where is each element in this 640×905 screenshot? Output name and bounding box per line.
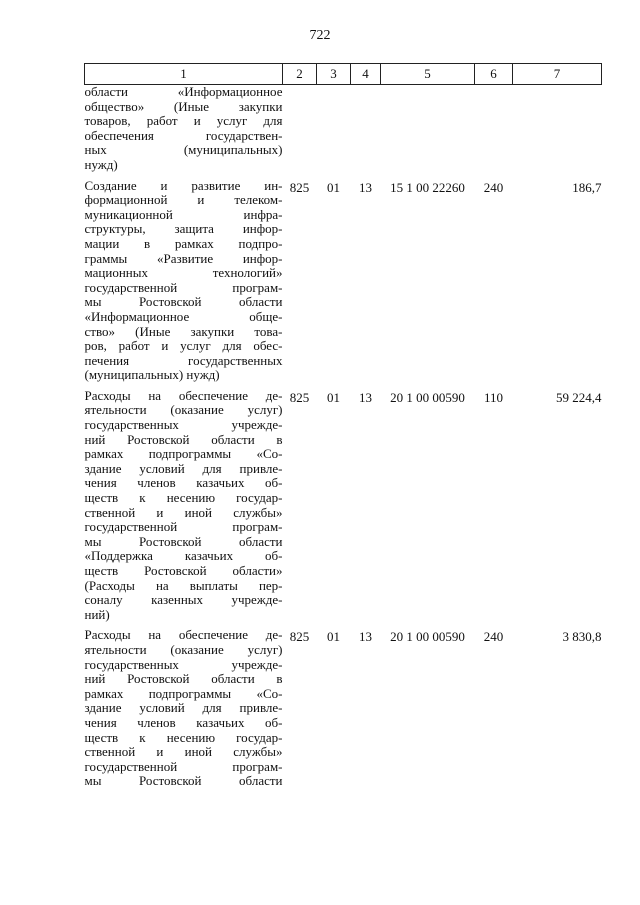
amount-value: 3 830,8 — [562, 629, 602, 645]
subsection-code — [351, 85, 381, 179]
column-header: 4 — [351, 64, 381, 85]
description-line: «Информационное обще- — [84, 308, 283, 324]
description-line: печения государственных — [84, 352, 283, 368]
expense-type-code: 110 — [483, 389, 504, 405]
column-header: 5 — [381, 64, 475, 85]
description-line: ний Ростовской области в — [84, 431, 283, 447]
ministry-code: 825 — [289, 179, 310, 195]
description-line: товаров, работ и услуг для — [84, 113, 283, 129]
amount-value: 59 224,4 — [556, 389, 602, 405]
description-line: обеспечения государствен- — [84, 127, 283, 143]
description-line: государственной програм- — [84, 519, 283, 535]
section-code: 01 — [327, 179, 340, 195]
description-line: ственной и иной службы» — [84, 744, 283, 760]
expense-type-code: 240 — [483, 629, 504, 645]
description-line: муникационной инфра- — [84, 206, 283, 222]
description-line: ных (муниципальных) — [84, 142, 283, 158]
table-row — [85, 628, 602, 795]
target-article-code — [381, 85, 475, 179]
description-line: здание условий для привле- — [84, 700, 283, 716]
target-article-code: 15 1 00 22260 — [390, 179, 465, 195]
description-line: государственных учрежде- — [84, 656, 283, 672]
section-code: 01 — [327, 389, 340, 405]
description-line: мы Ростовской области — [84, 294, 283, 310]
expense-type-code — [475, 85, 513, 179]
description-line: государственной програм- — [84, 758, 283, 774]
table-header-row — [85, 64, 602, 85]
description-line: соналу казенных учрежде- — [84, 592, 283, 608]
description-line: «Поддержка казачьих об- — [84, 548, 283, 564]
amount-value — [513, 85, 602, 179]
page-number: 722 — [309, 28, 331, 43]
description-line: рамках подпрограммы «Со- — [84, 446, 283, 462]
table-row — [85, 389, 602, 629]
section-code: 01 — [327, 629, 340, 645]
target-article-code: 20 1 00 00590 — [390, 629, 465, 645]
description-line: чения членов казачьих об- — [84, 714, 283, 730]
row-description — [85, 628, 283, 795]
description-line: структуры, защита инфор- — [84, 221, 283, 237]
row-description — [85, 389, 283, 629]
amount-value: 186,7 — [572, 179, 602, 195]
subsection-code: 13 — [359, 179, 372, 195]
description-line: ний Ростовской области в — [84, 671, 283, 687]
budget-table — [84, 63, 602, 795]
description-line: Расходы на обеспечение де- — [84, 387, 283, 403]
description-line: области «Информационное — [84, 84, 283, 99]
subsection-code: 13 — [359, 629, 372, 645]
description-line: мационных технологий» — [84, 265, 283, 281]
ministry-code: 825 — [289, 389, 310, 405]
description-line: (муниципальных) нужд) — [84, 367, 220, 383]
description-line: ство» (Иные закупки това- — [84, 323, 283, 339]
expense-type-code: 240 — [483, 179, 504, 195]
row-description — [85, 85, 283, 179]
description-line: нужд) — [84, 156, 118, 172]
table-row — [85, 179, 602, 389]
column-header: 2 — [283, 64, 317, 85]
column-header: 7 — [513, 64, 602, 85]
description-line: ний) — [84, 606, 110, 622]
subsection-code: 13 — [359, 389, 372, 405]
column-header: 6 — [475, 64, 513, 85]
description-line: мации в рамках подпро- — [84, 235, 283, 251]
description-line: ществ Ростовской области» — [84, 563, 283, 578]
column-header: 3 — [317, 64, 351, 85]
table-body — [85, 85, 602, 795]
description-line: ров, работ и услуг для обес- — [84, 338, 283, 354]
description-line: ществ к несению государ- — [84, 490, 283, 506]
description-line: государственных учрежде- — [84, 417, 283, 433]
description-line: (Расходы на выплаты пер- — [84, 577, 283, 593]
description-line: мы Ростовской области — [84, 773, 283, 789]
description-line: чения членов казачьих об- — [84, 475, 283, 491]
description-line: Расходы на обеспечение де- — [84, 627, 283, 643]
description-line: ществ к несению государ- — [84, 729, 283, 745]
description-line: общество» (Иные закупки — [84, 98, 283, 114]
description-line: Создание и развитие ин- — [84, 177, 283, 193]
target-article-code: 20 1 00 00590 — [390, 389, 465, 405]
row-description — [85, 179, 283, 389]
table-row — [85, 85, 602, 179]
description-line: мы Ростовской области — [84, 533, 283, 549]
column-header: 1 — [85, 64, 283, 85]
description-line: граммы «Развитие инфор- — [84, 250, 283, 266]
description-line: здание условий для привле- — [84, 460, 283, 476]
section-code — [317, 85, 351, 179]
description-line: формационной и телеком- — [84, 192, 283, 208]
ministry-code: 825 — [289, 629, 310, 645]
description-line: ятельности (оказание услуг) — [84, 402, 283, 418]
description-line: рамках подпрограммы «Со- — [84, 685, 283, 701]
description-line: ственной и иной службы» — [84, 504, 283, 520]
description-line: ятельности (оказание услуг) — [84, 641, 283, 657]
ministry-code — [283, 85, 317, 179]
description-line: государственной програм- — [84, 279, 283, 295]
